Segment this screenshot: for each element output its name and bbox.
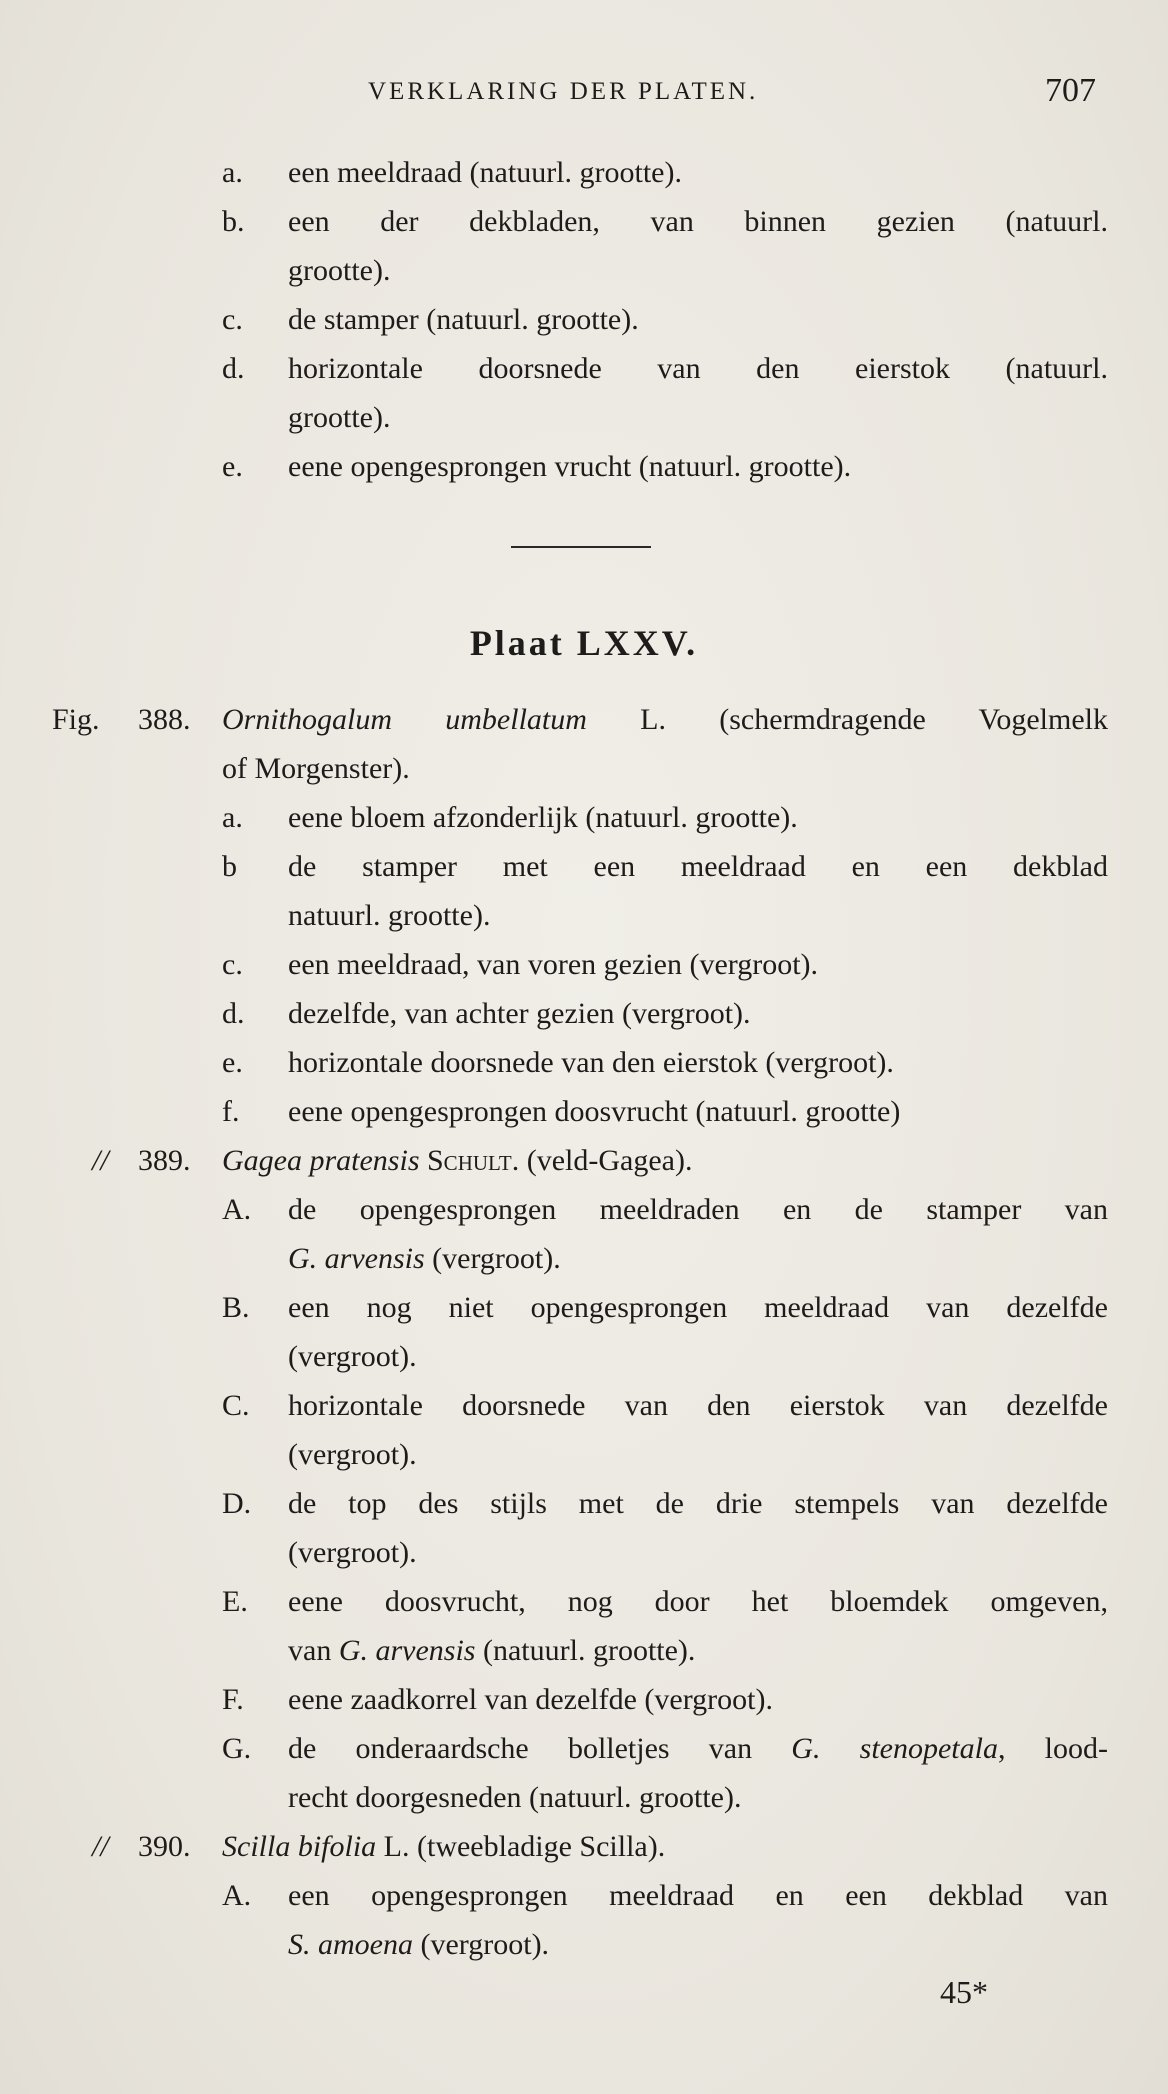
list-item — [0, 148, 1168, 197]
list-item-continuation — [0, 1626, 1168, 1675]
list-item — [0, 1675, 1168, 1724]
species-name: G. arvensis — [338, 1634, 476, 1667]
top-item-list — [0, 148, 1168, 491]
fig-title-cont: of Morgenster). — [222, 752, 410, 785]
item-label: a. — [222, 801, 243, 834]
list-item — [0, 1185, 1168, 1234]
item-text — [288, 1234, 561, 1283]
list-item — [0, 344, 1168, 393]
list-item-continuation — [0, 1430, 1168, 1479]
item-text: een meeldraad, van voren gezien (vergroot). — [288, 948, 819, 981]
ditto-mark: // — [92, 1830, 109, 1863]
list-item — [0, 1479, 1168, 1528]
species-name: Gagea pratensis — [222, 1144, 420, 1177]
list-item — [0, 197, 1168, 246]
item-label: d. — [222, 997, 245, 1030]
list-item — [0, 989, 1168, 1038]
list-item-continuation — [0, 1234, 1168, 1283]
item-label: b. — [222, 205, 245, 238]
item-text: de opengesprongen meeldraden en de stamper van — [288, 1193, 1108, 1226]
item-label: C. — [222, 1389, 250, 1422]
item-text: een der dekbladen, van binnen gezien (natuurl. — [288, 205, 1108, 238]
item-label: E. — [222, 1585, 248, 1618]
species-name: Scilla bifolia — [222, 1830, 377, 1863]
list-item — [0, 1871, 1168, 1920]
list-item-continuation — [0, 1332, 1168, 1381]
item-text: recht doorgesneden (natuurl. grootte). — [288, 1781, 742, 1814]
item-text-rest: (natuurl. grootte). — [475, 1634, 696, 1667]
item-text: (vergroot). — [288, 1438, 417, 1471]
figure-389 — [0, 1136, 1168, 1822]
list-item — [0, 1724, 1168, 1773]
list-item — [0, 1381, 1168, 1430]
item-label: c. — [222, 948, 243, 981]
fig-title-rest: L. (schermdragende Vogelmelk — [586, 703, 1108, 736]
item-text: eene doosvrucht, nog door het bloemdek omgeven, — [288, 1585, 1108, 1618]
item-text: (vergroot). — [288, 1536, 417, 1569]
list-item-continuation — [0, 246, 1168, 295]
item-label: d. — [222, 352, 245, 385]
item-text — [288, 1724, 1108, 1773]
item-text: een opengesprongen meeldraad en een dekblad van — [288, 1879, 1108, 1912]
item-text-rest: (vergroot). — [412, 1928, 550, 1961]
item-label: e. — [222, 450, 243, 483]
item-text-pre: de onderaardsche bolletjes van — [288, 1732, 792, 1765]
item-text-rest: , lood- — [997, 1732, 1108, 1765]
item-label: G. — [222, 1732, 252, 1765]
author-name: Schult. — [427, 1144, 520, 1177]
ditto-mark: // — [92, 1144, 109, 1177]
item-label: F. — [222, 1683, 244, 1716]
running-title: VERKLARING DER PLATEN. — [368, 78, 759, 105]
item-text: grootte). — [288, 401, 391, 434]
item-label: A. — [222, 1879, 252, 1912]
item-text: eene opengesprongen doosvrucht (natuurl. grootte) — [288, 1095, 901, 1128]
item-label: e. — [222, 1046, 243, 1079]
item-label: b — [222, 850, 237, 883]
item-text: de stamper met een meeldraad en een dekblad — [288, 850, 1108, 883]
item-text: eene bloem afzonderlijk (natuurl. grootte). — [288, 801, 798, 834]
item-text: een nog niet opengesprongen meeldraad van dezelfde — [288, 1291, 1108, 1324]
item-text — [288, 1920, 549, 1969]
list-item — [0, 295, 1168, 344]
fig-title — [222, 1822, 1108, 1871]
figure-heading-continuation — [0, 744, 1168, 793]
list-item — [0, 1283, 1168, 1332]
list-item — [0, 842, 1168, 891]
item-label: a. — [222, 156, 243, 189]
item-text: de stamper (natuurl. grootte). — [288, 303, 639, 336]
species-name: Ornithogalum umbellatum — [222, 703, 587, 736]
list-item — [0, 1577, 1168, 1626]
page-number: 707 — [1045, 72, 1096, 109]
species-name: G. stenopetala — [791, 1732, 998, 1765]
item-text-rest: (vergroot). — [424, 1242, 561, 1275]
list-item-continuation — [0, 891, 1168, 940]
fig-title-rest: (veld-Gagea). — [519, 1144, 693, 1177]
fig-number: 390. — [138, 1830, 191, 1863]
item-text: eene opengesprongen vrucht (natuurl. grootte). — [288, 450, 852, 483]
list-item — [0, 793, 1168, 842]
item-text — [288, 1626, 695, 1675]
item-text: grootte). — [288, 254, 391, 287]
signature-mark: 45* — [940, 1974, 988, 2010]
figure-heading — [0, 1822, 1168, 1871]
item-label: c. — [222, 303, 243, 336]
species-name: G. arvensis — [288, 1242, 425, 1275]
fig-label: Fig. — [52, 703, 100, 736]
item-text: horizontale doorsnede van den eierstok (vergroot). — [288, 1046, 894, 1079]
list-item — [0, 1038, 1168, 1087]
fig-title — [222, 1136, 1108, 1185]
list-item — [0, 442, 1168, 491]
fig-title — [222, 695, 1108, 744]
fig-number: 388. — [138, 703, 191, 736]
species-name: S. amoena — [288, 1928, 413, 1961]
list-item-continuation — [0, 393, 1168, 442]
item-text: natuurl. grootte). — [288, 899, 491, 932]
list-item-continuation — [0, 1528, 1168, 1577]
item-text: horizontale doorsnede van den eierstok van dezelfde — [288, 1389, 1108, 1422]
item-label: B. — [222, 1291, 250, 1324]
item-label: A. — [222, 1193, 252, 1226]
item-text: (vergroot). — [288, 1340, 417, 1373]
section-divider — [511, 546, 651, 548]
plate-title: Plaat LXXV. — [469, 623, 699, 663]
item-text: dezelfde, van achter gezien (vergroot). — [288, 997, 751, 1030]
figure-heading — [0, 695, 1168, 744]
item-text: horizontale doorsnede van den eierstok (natuurl. — [288, 352, 1108, 385]
list-item-continuation — [0, 1773, 1168, 1822]
item-text: eene zaadkorrel van dezelfde (vergroot). — [288, 1683, 773, 1716]
figure-390 — [0, 1822, 1168, 1969]
figure-heading — [0, 1136, 1168, 1185]
list-item-continuation — [0, 1920, 1168, 1969]
item-label: f. — [222, 1095, 240, 1128]
item-text-pre: van — [288, 1634, 339, 1667]
item-text: een meeldraad (natuurl. grootte). — [288, 156, 682, 189]
item-label: D. — [222, 1487, 252, 1520]
list-item — [0, 1087, 1168, 1136]
item-text: de top des stijls met de drie stempels van dezelfde — [288, 1487, 1108, 1520]
fig-title-rest: L. (tweebladige Scilla). — [376, 1830, 666, 1863]
fig-number: 389. — [138, 1144, 191, 1177]
figure-388 — [0, 695, 1168, 1136]
page-header — [0, 72, 1168, 112]
list-item — [0, 940, 1168, 989]
